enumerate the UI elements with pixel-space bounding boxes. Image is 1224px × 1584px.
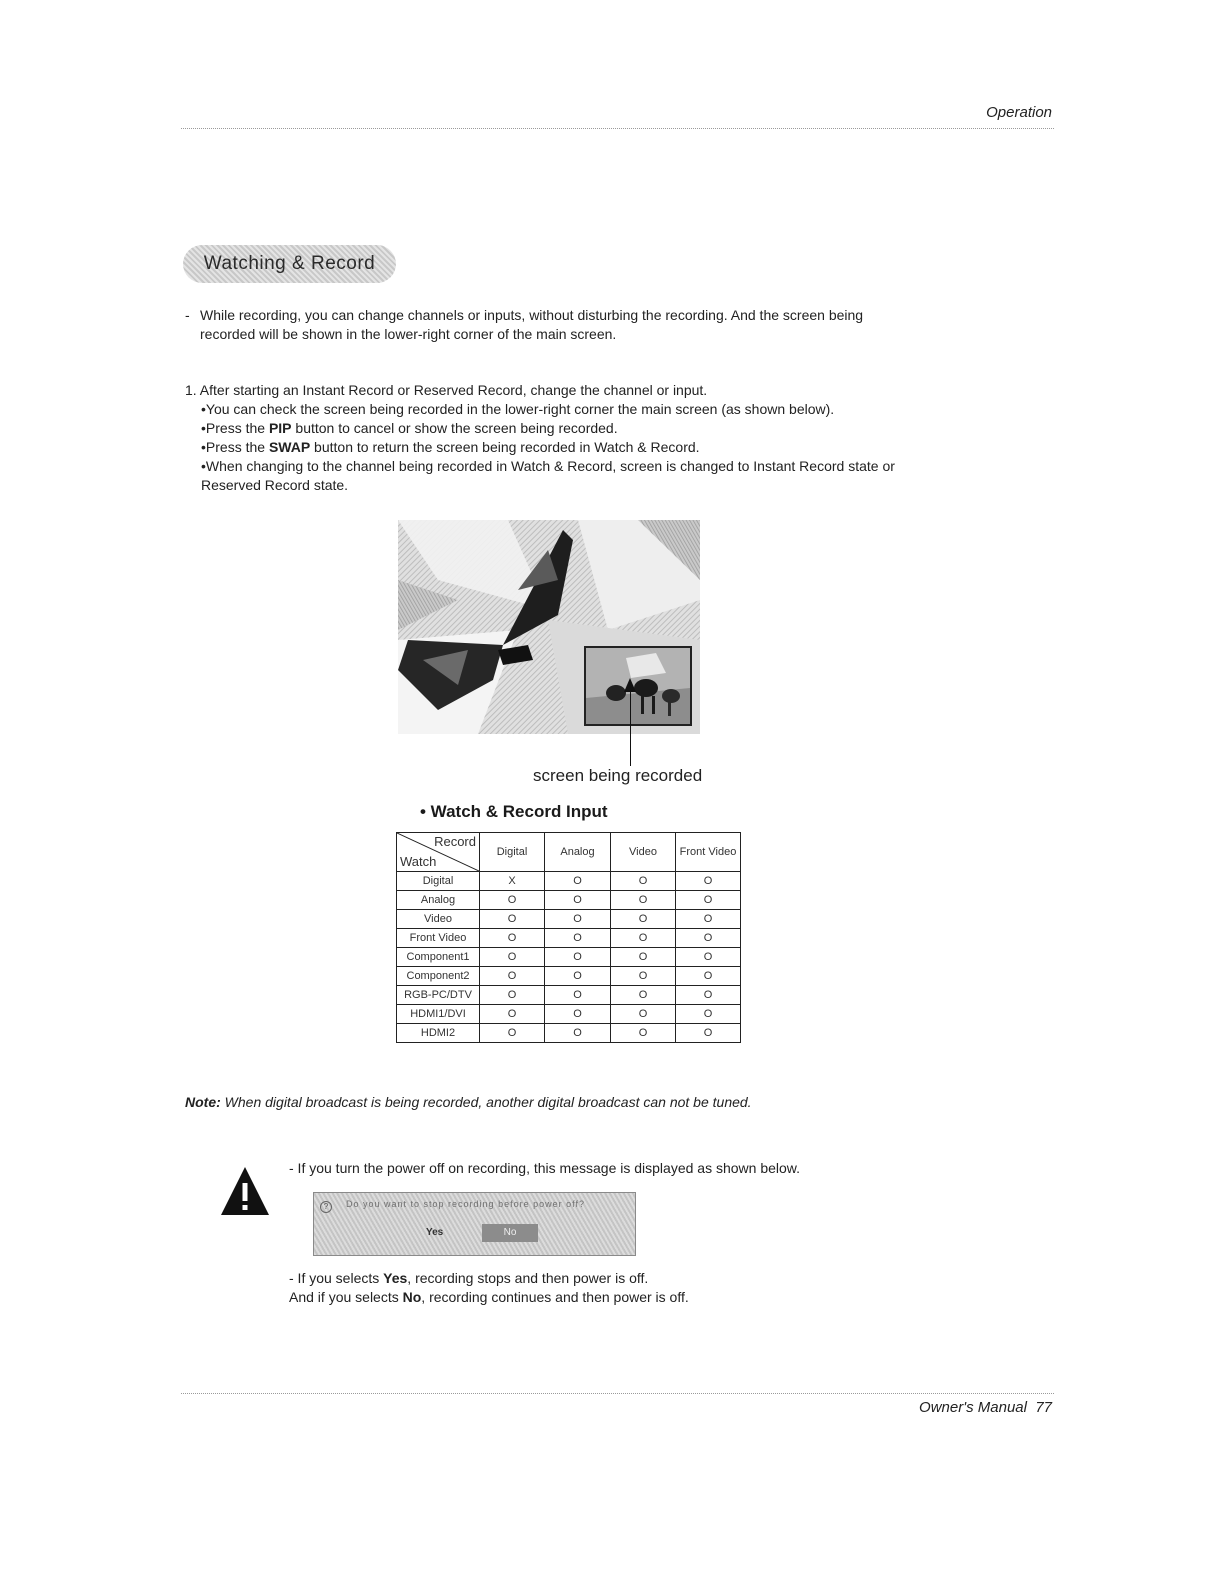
table-cell: O (611, 1024, 676, 1043)
running-header: Operation (986, 104, 1052, 121)
bullet-text: button to cancel or show the screen being recorded. (291, 420, 618, 436)
watch-axis-label: Watch (400, 854, 437, 869)
page-number: 77 (1035, 1399, 1052, 1416)
figure-caption: screen being recorded (533, 766, 703, 785)
result-paragraph (289, 1269, 689, 1307)
intro-paragraph (185, 306, 945, 344)
corner-header-cell (397, 833, 480, 872)
power-off-dialog (313, 1192, 636, 1256)
section-title: Watching & Record (183, 245, 396, 283)
table-cell: O (676, 891, 741, 910)
watch-record-table (396, 832, 741, 1043)
row-label: Analog (397, 891, 480, 910)
result-text: , recording continues and then power is off. (421, 1289, 689, 1305)
bullet-text: •Press the (201, 439, 269, 455)
step-1: 1. After starting an Instant Record or Reserved Record, change the channel or input. (185, 382, 708, 398)
table-cell: O (480, 967, 545, 986)
table-header-row (397, 833, 741, 872)
table-cell: O (545, 948, 611, 967)
table-cell: O (676, 1024, 741, 1043)
yes-keyword: Yes (383, 1270, 408, 1286)
running-footer (919, 1399, 1052, 1416)
table-cell: O (545, 929, 611, 948)
row-label: HDMI1/DVI (397, 1005, 480, 1024)
column-header: Video (611, 833, 676, 872)
result-text: And if you selects (289, 1289, 403, 1305)
intro-dash: - (185, 307, 190, 323)
intro-line: recorded will be shown in the lower-right corner of the main screen. (200, 326, 617, 342)
table-cell: O (611, 929, 676, 948)
table-cell: O (611, 948, 676, 967)
no-keyword: No (402, 1289, 422, 1305)
record-axis-label: Record (434, 834, 476, 849)
table-cell: X (480, 872, 545, 891)
table-row (397, 891, 741, 910)
table-cell: O (676, 929, 741, 948)
table-cell: O (545, 1005, 611, 1024)
bullet-text: button to return the screen being recorded in Watch & Record. (310, 439, 700, 455)
warning-text: - If you turn the power off on recording, this message is displayed as shown below. (289, 1160, 801, 1176)
row-label: Digital (397, 872, 480, 891)
table-cell: O (676, 986, 741, 1005)
table-cell: O (611, 967, 676, 986)
step-bullet: •When changing to the channel being recorded in Watch & Record, screen is changed to Instant Record state or (201, 458, 895, 474)
row-label: RGB-PC/DTV (397, 986, 480, 1005)
dialog-yes-button[interactable]: Yes (426, 1227, 444, 1238)
table-cell: O (676, 910, 741, 929)
table-row (397, 967, 741, 986)
table-row (397, 948, 741, 967)
step-bullet (185, 419, 975, 438)
table-cell: O (480, 910, 545, 929)
column-header: Analog (545, 833, 611, 872)
table-cell: O (676, 948, 741, 967)
table-cell: O (611, 1005, 676, 1024)
pointer-line (630, 684, 631, 766)
table-cell: O (480, 986, 545, 1005)
pip-key-label: PIP (268, 420, 292, 436)
table-row (397, 986, 741, 1005)
note-label: Note: (185, 1094, 221, 1110)
step-bullet (185, 438, 975, 457)
table-row (397, 910, 741, 929)
note-paragraph (185, 1094, 752, 1110)
footer-rule (181, 1393, 1054, 1394)
table-row (397, 929, 741, 948)
row-label: Component1 (397, 948, 480, 967)
table-cell: O (480, 929, 545, 948)
table-cell: O (545, 910, 611, 929)
swap-key-label: SWAP (268, 439, 311, 455)
result-line (289, 1288, 689, 1307)
row-label: Video (397, 910, 480, 929)
table-cell: O (480, 1005, 545, 1024)
header-rule (181, 128, 1054, 129)
table-cell: O (676, 967, 741, 986)
table-cell: O (676, 1005, 741, 1024)
result-text: , recording stops and then power is off. (407, 1270, 649, 1286)
table-cell: O (611, 986, 676, 1005)
table-row (397, 872, 741, 891)
table-cell: O (545, 872, 611, 891)
row-label: Component2 (397, 967, 480, 986)
row-label: Front Video (397, 929, 480, 948)
table-cell: O (676, 872, 741, 891)
table-cell: O (611, 872, 676, 891)
intro-line: While recording, you can change channels or inputs, without disturbing the recording. And the screen being (200, 307, 864, 323)
column-header: Front Video (676, 833, 741, 872)
result-line (289, 1269, 689, 1288)
table-cell: O (480, 891, 545, 910)
table-row (397, 1024, 741, 1043)
note-text: When digital broadcast is being recorded, another digital broadcast can not be tuned. (220, 1094, 752, 1110)
table-cell: O (545, 967, 611, 986)
table-cell: O (545, 891, 611, 910)
result-text: - If you selects (289, 1270, 384, 1286)
table-cell: O (480, 1024, 545, 1043)
table-row (397, 1005, 741, 1024)
table-cell: O (480, 948, 545, 967)
dialog-no-button[interactable]: No (482, 1224, 538, 1242)
table-title: • Watch & Record Input (420, 802, 608, 821)
bullet-text: •Press the (201, 420, 269, 436)
row-label: HDMI2 (397, 1024, 480, 1043)
column-header: Digital (480, 833, 545, 872)
table-cell: O (545, 1024, 611, 1043)
steps-list (185, 381, 975, 495)
pip-window (584, 646, 692, 726)
warning-triangle-icon (219, 1165, 271, 1222)
dialog-message: Do you want to stop recording before power off? (346, 1199, 585, 1209)
step-bullet-continuation: Reserved Record state. (201, 477, 349, 493)
footer-title: Owner's Manual (919, 1399, 1027, 1416)
horses-thumbnail-image (586, 648, 690, 724)
question-icon: ? (320, 1201, 332, 1213)
table-cell: O (611, 891, 676, 910)
table-cell: O (545, 986, 611, 1005)
step-bullet: •You can check the screen being recorded in the lower-right corner the main screen (as shown below). (201, 401, 835, 417)
table-cell: O (611, 910, 676, 929)
